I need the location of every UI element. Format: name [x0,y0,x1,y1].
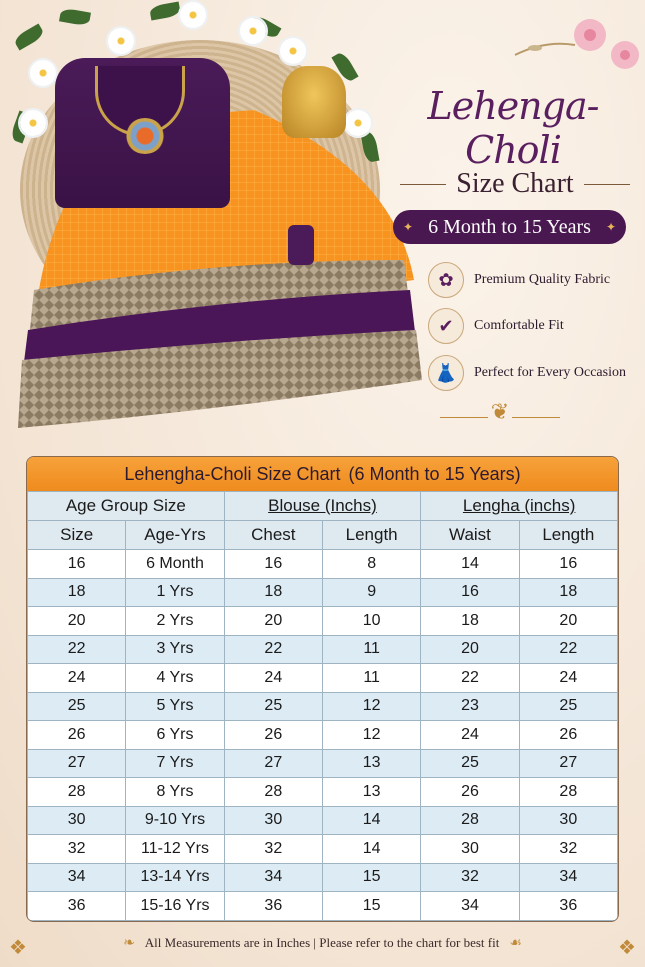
table-cell: 18 [224,578,322,607]
table-cell: 32 [28,835,126,864]
product-photo [0,0,420,450]
table-cell: 30 [519,806,617,835]
ornament-right-icon: ☙ [509,935,522,951]
table-cell: 24 [519,664,617,693]
table-cell: 11 [322,635,420,664]
table-cell: 14 [421,550,519,579]
table-cell: 9 [322,578,420,607]
table-cell: 30 [421,835,519,864]
table-row [28,749,618,778]
table-cell: 22 [421,664,519,693]
table-row [28,692,618,721]
table-cell: 12 [322,692,420,721]
table-cell: 26 [421,778,519,807]
table-cell: 1 Yrs [126,578,224,607]
table-row [28,635,618,664]
table-cell: 34 [519,863,617,892]
table-title [27,457,618,491]
table-cell: 15 [322,863,420,892]
column-header: Age-Yrs [126,521,224,550]
table-cell: 26 [28,721,126,750]
dress-icon: 👗 [428,355,464,391]
group-header-lengha-text: Lengha (inchs) [462,496,576,515]
table-cell: 3 Yrs [126,635,224,664]
checkmark-badge-icon: ✔ [428,308,464,344]
table-cell: 26 [224,721,322,750]
table-row [28,835,618,864]
table-cell: 23 [421,692,519,721]
table-cell: 28 [28,778,126,807]
table-cell: 13-14 Yrs [126,863,224,892]
divider-line [400,184,446,185]
leaf-decoration [149,2,181,21]
table-body [28,550,618,921]
divider-line [584,184,630,185]
page-title: Lehenga-Choli [427,84,599,172]
tassel-decoration [288,225,314,265]
group-header-blouse [224,492,421,521]
feature-item [428,308,564,344]
table-cell: 32 [224,835,322,864]
table-row [28,550,618,579]
table-cell: 28 [224,778,322,807]
feature-label: Comfortable Fit [474,318,564,333]
table-cell: 7 Yrs [126,749,224,778]
footer-note: All Measurements are in Inches | Please refer to the chart for best fit [144,935,500,950]
table-cell: 14 [322,835,420,864]
column-header-row [28,521,618,550]
table-cell: 27 [519,749,617,778]
ornament-line [512,417,560,418]
table-cell: 15 [322,892,420,921]
table-cell: 16 [224,550,322,579]
table-cell: 20 [421,635,519,664]
age-range-badge [393,210,626,244]
jasmine-flower-icon [280,38,306,64]
table-cell: 30 [28,806,126,835]
choli-blouse [55,58,230,208]
table-cell: 24 [28,664,126,693]
table-cell: 16 [519,550,617,579]
table-cell: 11 [322,664,420,693]
table-row [28,664,618,693]
table-cell: 4 Yrs [126,664,224,693]
table-row [28,863,618,892]
table-cell: 15-16 Yrs [126,892,224,921]
group-header-lengha [421,492,618,521]
column-header: Waist [421,521,519,550]
table-cell: 14 [322,806,420,835]
subtitle-row [400,168,630,200]
size-chart-table [26,456,619,922]
embroidery-motif [125,118,165,154]
table-cell: 13 [322,749,420,778]
table-cell: 9-10 Yrs [126,806,224,835]
corner-ornament-icon: ❖ [618,935,636,959]
table-cell: 24 [224,664,322,693]
table-cell: 34 [28,863,126,892]
table-cell: 10 [322,607,420,636]
table-cell: 30 [224,806,322,835]
page-subtitle: Size Chart [456,168,574,199]
table-cell: 22 [28,635,126,664]
corner-ornament-icon: ❖ [9,935,27,959]
table-cell: 20 [28,607,126,636]
table-cell: 20 [519,607,617,636]
leaf-decoration [59,8,91,27]
table-cell: 6 Yrs [126,721,224,750]
table-row [28,578,618,607]
table-cell: 36 [224,892,322,921]
table-cell: 28 [421,806,519,835]
group-header-age: Age Group Size [28,492,225,521]
brass-elephant-icon [282,66,346,138]
table-cell: 20 [224,607,322,636]
table-cell: 11-12 Yrs [126,835,224,864]
table-cell: 34 [421,892,519,921]
table-cell: 32 [519,835,617,864]
table-cell: 36 [519,892,617,921]
table-cell: 24 [421,721,519,750]
jasmine-flower-icon [240,18,266,44]
table-cell: 25 [224,692,322,721]
table-cell: 32 [421,863,519,892]
group-header-row [28,492,618,521]
table-row [28,607,618,636]
table-cell: 16 [28,550,126,579]
table-cell: 27 [28,749,126,778]
ornament-divider-icon: ❦ [440,400,560,425]
age-range-text: ✦ 6 Month to 15 Years [428,215,591,238]
ornament-line [440,417,488,418]
feature-item [428,262,610,298]
table-cell: 18 [421,607,519,636]
table-cell: 25 [421,749,519,778]
table-cell: 8 Yrs [126,778,224,807]
table-cell: 5 Yrs [126,692,224,721]
jasmine-flower-icon [180,2,206,28]
table-cell: 6 Month [126,550,224,579]
leaf-decoration [13,23,46,50]
jasmine-flower-icon [30,60,56,86]
group-header-blouse-text: Blouse (Inchs) [268,496,377,515]
table-cell: 18 [28,578,126,607]
table-row [28,892,618,921]
table-cell: 13 [322,778,420,807]
table-row [28,721,618,750]
column-header: Chest [224,521,322,550]
table-cell: 36 [28,892,126,921]
feature-label: Premium Quality Fabric [474,272,611,287]
table-cell: 12 [322,721,420,750]
table-cell: 34 [224,863,322,892]
table-cell: 8 [322,550,420,579]
feature-item [428,355,626,391]
table-cell: 22 [519,635,617,664]
table-cell: 2 Yrs [126,607,224,636]
column-header: Length [322,521,420,550]
table-cell: 22 [224,635,322,664]
table-cell: 27 [224,749,322,778]
corner-flower-decoration [505,0,645,90]
table-title-range: (6 Month to 15 Years) [348,463,521,484]
feature-label: Perfect for Every Occasion [474,365,626,380]
column-header: Length [519,521,617,550]
table-row [28,778,618,807]
footer [0,930,645,956]
table-row [28,806,618,835]
table-cell: 25 [519,692,617,721]
table-cell: 26 [519,721,617,750]
table-cell: 28 [519,778,617,807]
size-table [27,491,618,921]
jasmine-flower-icon [108,28,134,54]
table-title-text: Lehengha-Choli Size Chart [124,463,341,484]
ornament-left-icon: ❧ [123,935,135,951]
table-cell: 16 [421,578,519,607]
table-cell: 25 [28,692,126,721]
column-header: Size [28,521,126,550]
table-cell: 18 [519,578,617,607]
cotton-flower-icon: ✿ [428,262,464,298]
